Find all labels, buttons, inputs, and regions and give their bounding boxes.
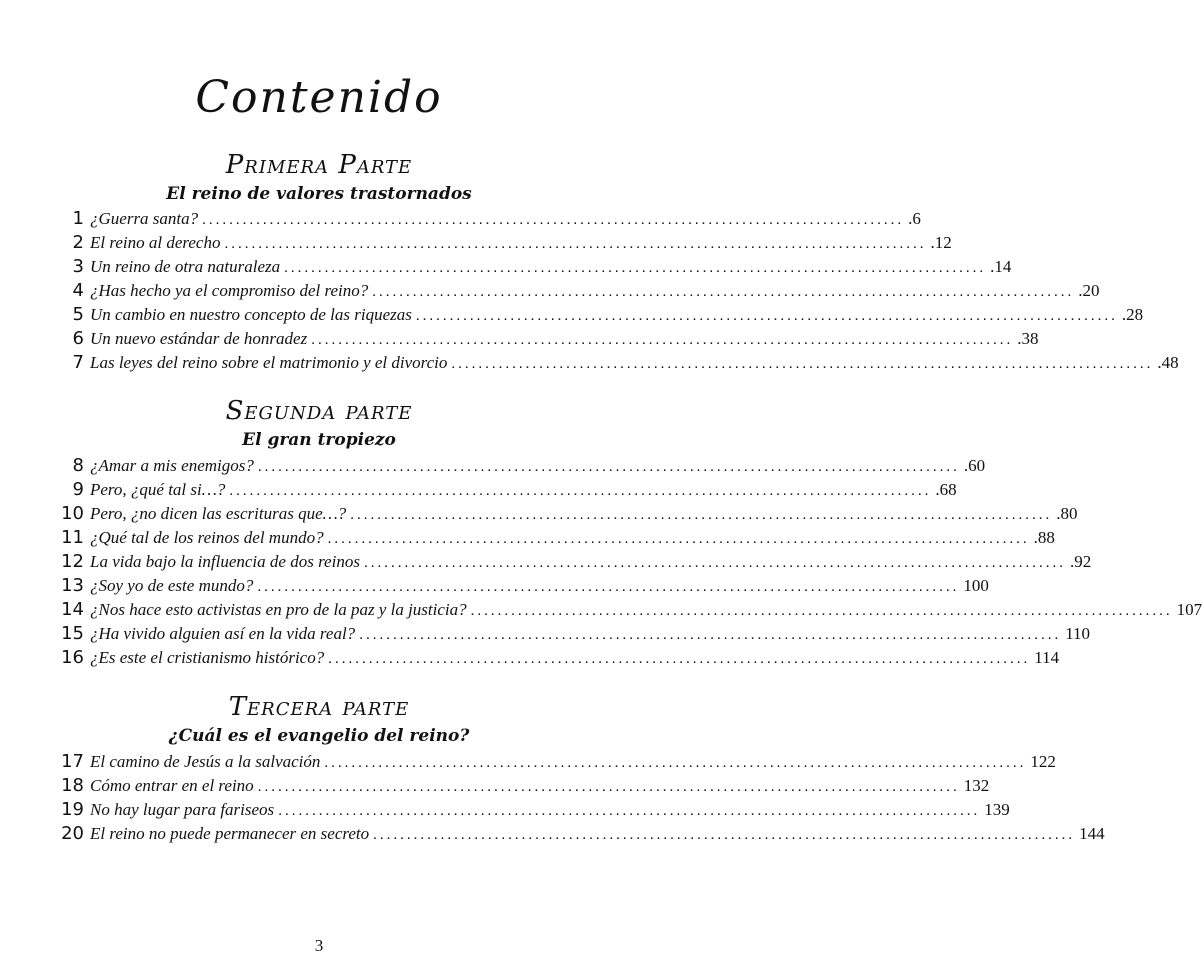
page-ref: 144 [1079, 824, 1105, 843]
toc-entry[interactable] [0, 502, 1078, 526]
chapter-title: El reino al derecho [90, 233, 221, 252]
dot-leader: ........................................................................................................ [470, 603, 1173, 619]
toc-entry[interactable] [0, 622, 1091, 646]
chapter-title: ¿Qué tal de los reinos del mundo? [90, 528, 324, 547]
toc-entry[interactable] [0, 279, 1100, 303]
part-2-heading: Segunda parte [225, 396, 413, 426]
page-ref: .68 [935, 480, 957, 499]
chapter-title: ¿Has hecho ya el compromiso del reino? [90, 281, 369, 300]
toc-list-part-1 [0, 207, 1179, 375]
toc-entry[interactable] [0, 646, 1060, 670]
chapter-number: 9 [72, 479, 84, 500]
dot-leader: ........................................................................................................ [415, 308, 1118, 324]
dot-leader: ........................................................................................................ [324, 755, 1027, 771]
chapter-number: 15 [61, 623, 84, 644]
chapter-title: ¿Guerra santa? [90, 209, 199, 228]
dot-leader: ........................................................................................................ [363, 555, 1066, 571]
dot-leader: ........................................................................................................ [372, 284, 1075, 300]
chapter-title: La vida bajo la influencia de dos reinos [90, 552, 360, 571]
chapter-title: Un reino de otra naturaleza [90, 257, 281, 276]
dot-leader: ........................................................................................................ [257, 779, 960, 795]
chapter-number: 18 [61, 775, 84, 796]
chapter-number: 19 [61, 799, 84, 820]
dot-leader: ........................................................................................................ [359, 627, 1062, 643]
chapter-title: ¿Nos hace esto activistas en pro de la paz y la justicia? [90, 600, 467, 619]
chapter-number: 2 [72, 232, 84, 253]
toc-entry[interactable] [0, 750, 1056, 774]
chapter-number: 13 [61, 575, 84, 596]
chapter-title: ¿Soy yo de este mundo? [90, 576, 254, 595]
dot-leader: ........................................................................................................ [278, 803, 981, 819]
dot-leader: ........................................................................................................ [327, 531, 1030, 547]
toc-entry[interactable] [0, 526, 1055, 550]
toc-entry[interactable] [0, 231, 952, 255]
page-ref: .38 [1017, 329, 1039, 348]
page-ref: 122 [1030, 752, 1056, 771]
chapter-number: 17 [61, 751, 84, 772]
page-ref: 107 [1176, 600, 1202, 619]
dot-leader: ........................................................................................................ [373, 827, 1076, 843]
part-2-subtitle: El gran tropiezo [242, 430, 396, 450]
chapter-title: Cómo entrar en el reino [90, 776, 254, 795]
page-ref: 100 [963, 576, 989, 595]
part-1-subtitle: El reino de valores trastornados [166, 184, 472, 204]
toc-entry[interactable] [0, 774, 990, 798]
dot-leader: ........................................................................................................ [451, 356, 1154, 372]
toc-entry[interactable] [0, 478, 957, 502]
chapter-title: ¿Es este el cristianismo histórico? [90, 648, 325, 667]
dot-leader: ........................................................................................................ [257, 579, 960, 595]
dot-leader: ........................................................................................................ [328, 651, 1031, 667]
chapter-number: 4 [72, 280, 84, 301]
page-ref: 132 [963, 776, 990, 795]
toc-entry[interactable] [0, 822, 1105, 846]
toc-entry[interactable] [0, 207, 921, 231]
dot-leader: ........................................................................................................ [257, 459, 960, 475]
toc-entry[interactable] [0, 574, 989, 598]
page-number: 3 [314, 936, 324, 955]
chapter-number: 1 [72, 208, 84, 229]
chapter-title: Un cambio en nuestro concepto de las riquezas [90, 305, 412, 324]
chapter-number: 6 [72, 328, 84, 349]
toc-entry[interactable] [0, 798, 1010, 822]
page-ref: 114 [1034, 648, 1060, 667]
chapter-title: ¿Amar a mis enemigos? [90, 456, 254, 475]
toc-entry[interactable] [0, 303, 1144, 327]
page-ref: .88 [1033, 528, 1055, 547]
chapter-number: 20 [61, 823, 84, 844]
dot-leader: ........................................................................................................ [202, 212, 905, 228]
page-ref: .12 [930, 233, 952, 252]
chapter-number: 14 [61, 599, 84, 620]
page-ref: .80 [1056, 504, 1078, 523]
dot-leader: ........................................................................................................ [224, 236, 927, 252]
page-ref: .92 [1069, 552, 1092, 571]
part-3-heading: Tercera parte [228, 692, 410, 722]
dot-leader: ........................................................................................................ [229, 483, 932, 499]
chapter-title: Un nuevo estándar de honradez [90, 329, 308, 348]
toc-entry[interactable] [0, 351, 1179, 375]
dot-leader: ........................................................................................................ [350, 507, 1053, 523]
toc-entry[interactable] [0, 454, 986, 478]
toc-list-part-3 [0, 750, 1105, 846]
page-ref: .6 [908, 209, 921, 228]
page-ref: 139 [984, 800, 1010, 819]
toc-list-part-2 [0, 454, 1202, 670]
dot-leader: ........................................................................................................ [284, 260, 987, 276]
page-ref: .14 [990, 257, 1012, 276]
chapter-title: Las leyes del reino sobre el matrimonio y el divorcio [90, 353, 448, 372]
chapter-number: 16 [61, 647, 84, 668]
chapter-number: 3 [72, 256, 84, 277]
toc-entry[interactable] [0, 327, 1039, 351]
toc-entry[interactable] [0, 255, 1012, 279]
page-title: Contenido [195, 72, 443, 123]
chapter-number: 11 [61, 527, 84, 548]
page-ref: .20 [1078, 281, 1100, 300]
chapter-title: No hay lugar para fariseos [90, 800, 275, 819]
page-ref: .28 [1121, 305, 1144, 324]
chapter-number: 12 [61, 551, 84, 572]
toc-entry[interactable] [0, 598, 1202, 622]
part-3-subtitle: ¿Cuál es el evangelio del reino? [168, 726, 470, 746]
page-ref: 110 [1065, 624, 1091, 643]
page-ref: .60 [963, 456, 986, 475]
chapter-number: 7 [72, 352, 84, 373]
chapter-number: 8 [72, 455, 84, 476]
dot-leader: ........................................................................................................ [311, 332, 1014, 348]
chapter-title: El camino de Jesús a la salvación [90, 752, 321, 771]
chapter-title: ¿Ha vivido alguien así en la vida real? [90, 624, 356, 643]
chapter-title: El reino no puede permanecer en secreto [90, 824, 370, 843]
chapter-number: 5 [72, 304, 84, 325]
part-1-heading: Primera Parte [225, 150, 413, 180]
toc-entry[interactable] [0, 550, 1092, 574]
page-ref: .48 [1157, 353, 1179, 372]
chapter-title: Pero, ¿qué tal si…? [90, 480, 226, 499]
chapter-number: 10 [61, 503, 84, 524]
chapter-title: Pero, ¿no dicen las escrituras que…? [90, 504, 347, 523]
